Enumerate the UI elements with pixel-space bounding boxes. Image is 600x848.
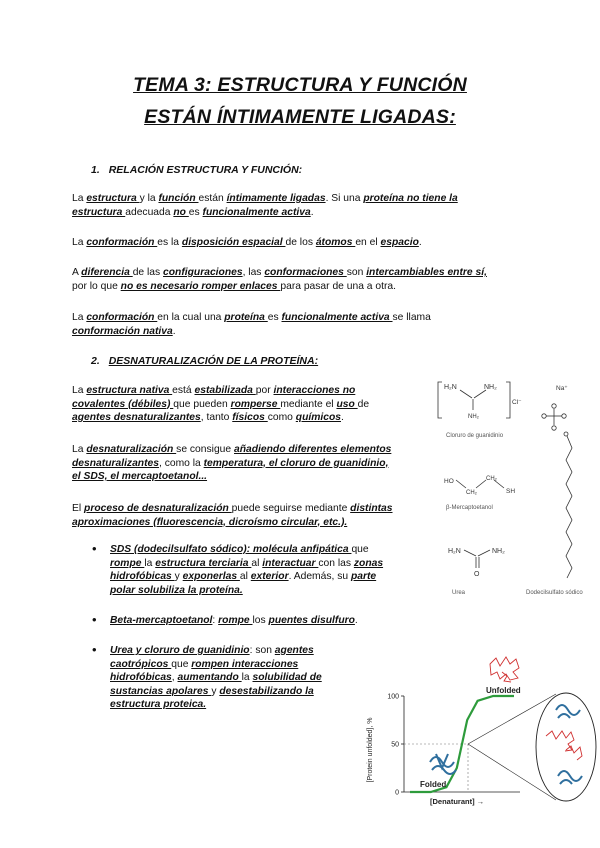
chemical-structures (430, 372, 600, 604)
y-tick-label: 100 (387, 693, 399, 701)
section1-heading (91, 164, 302, 176)
page-title: TEMA 3: ESTRUCTURA Y FUNCIÓN (133, 74, 467, 96)
paragraph-denaturation-process: El proceso de desnaturalización puede seguirse mediante distintas aproximaciones (fluorescencia, dicroísmo circular, etc.). (72, 503, 393, 528)
folded-protein-icon (430, 754, 456, 774)
urea-h2n: H₂N (448, 548, 461, 555)
chart-y-ticks (387, 694, 404, 797)
chart-ylabel: [Protein unfolded], % (367, 717, 374, 783)
section1-number: 1. (91, 164, 100, 176)
list-item-sds: • SDS (dodecilsulfato sódico): molécula anfipática que rompe la estructura terciaria al interactuar con las zonas hidrofóbicas y exponerlas al exterior. Además, su parte polar solubiliza la proteína. (92, 543, 402, 597)
paragraph-native-structure: La estructura nativa está estabilizada por interacciones no covalentes (débiles) que pueden romperse mediante el uso de agentes desnaturalizantes, tanto físicos como químicos. (72, 385, 370, 423)
section2-heading (91, 355, 318, 367)
y-tick-label: 0 (395, 789, 399, 797)
mercaptoethanol-label: β-Mercaptoetanol (446, 505, 493, 511)
denaturation-chart (360, 650, 600, 822)
urea-structure (464, 550, 490, 568)
paragraph-structure-function: La estructura y la función están íntimamente ligadas. Si una proteína no tiene la estructura adecuada no es funcionalmente activa. (72, 193, 458, 218)
zoom-ellipse (536, 693, 596, 801)
paragraph-native-conformation: La conformación en la cual una proteína es funcionalmente activa se llama conformación nativa. (72, 312, 431, 337)
denaturant-list-2 (92, 614, 402, 628)
denaturant-list (92, 543, 402, 597)
page-title-line2: ESTÁN ÍNTIMAMENTE LIGADAS: (144, 106, 456, 128)
urea-oxygen: O (474, 571, 480, 578)
section2-title: DESNATURALIZACIÓN DE LA PROTEÍNA: (108, 355, 319, 367)
chart-xlabel: [Denaturant] → (430, 797, 485, 806)
mercapto-sh: SH (506, 488, 516, 495)
list-item-urea-guanidinium: • Urea y cloruro de guanidinio: son agentes caotrópicos que rompen interacciones hidrofóbicas, aumentando la solubilidad de sustancias apolares y desestabilizando la estructura proteica. (92, 644, 350, 712)
folded-label: Folded (420, 780, 447, 789)
sds-structure (542, 404, 572, 578)
unfolded-label: Unfolded (486, 686, 521, 695)
urea-nh2: NH₂ (492, 548, 505, 555)
section1-title: RELACIÓN ESTRUCTURA Y FUNCIÓN: (108, 164, 303, 176)
sodium-ion: Na⁺ (556, 385, 568, 392)
random-coil-icon (490, 657, 519, 682)
section2-number: 2. (91, 355, 100, 367)
guanidinium-label: Cloruro de guanidinio (446, 433, 504, 439)
mercapto-ch2-a: CH₂ (466, 490, 477, 496)
y-tick-label: 50 (391, 741, 399, 749)
guanidinium-nh2-right: NH₂ (484, 384, 497, 391)
mercapto-ch2-b: CH₂ (486, 476, 497, 482)
denaturant-list-3 (92, 644, 350, 712)
chloride-ion: Cl⁻ (512, 399, 522, 406)
mercapto-ho: HO (444, 478, 454, 485)
sds-label: Dodecilsulfato sódico (526, 590, 583, 596)
list-item-mercaptoethanol: • Beta-mercaptoetanol: rompe los puentes disulfuro. (92, 614, 402, 628)
paragraph-denaturation: La desnaturalización se consigue añadiendo diferentes elementos desnaturalizantes, como la temperatura, el cloruro de guanidinio, el SDS, el mercaptoetanol... (72, 444, 392, 482)
paragraph-conformation: La conformación es la disposición espacial de los átomos en el espacio. (72, 237, 422, 248)
guanidinium-nh2-bottom: NH₂ (468, 414, 479, 420)
guanidinium-nh2-left: H₂N (444, 384, 457, 391)
paragraph-configurations: A diferencia de las configuraciones, las conformaciones son intercambiables entre sí, por lo que no es necesario romper enlaces para pasar de una a otra. (72, 267, 487, 292)
urea-label: Urea (452, 590, 466, 596)
